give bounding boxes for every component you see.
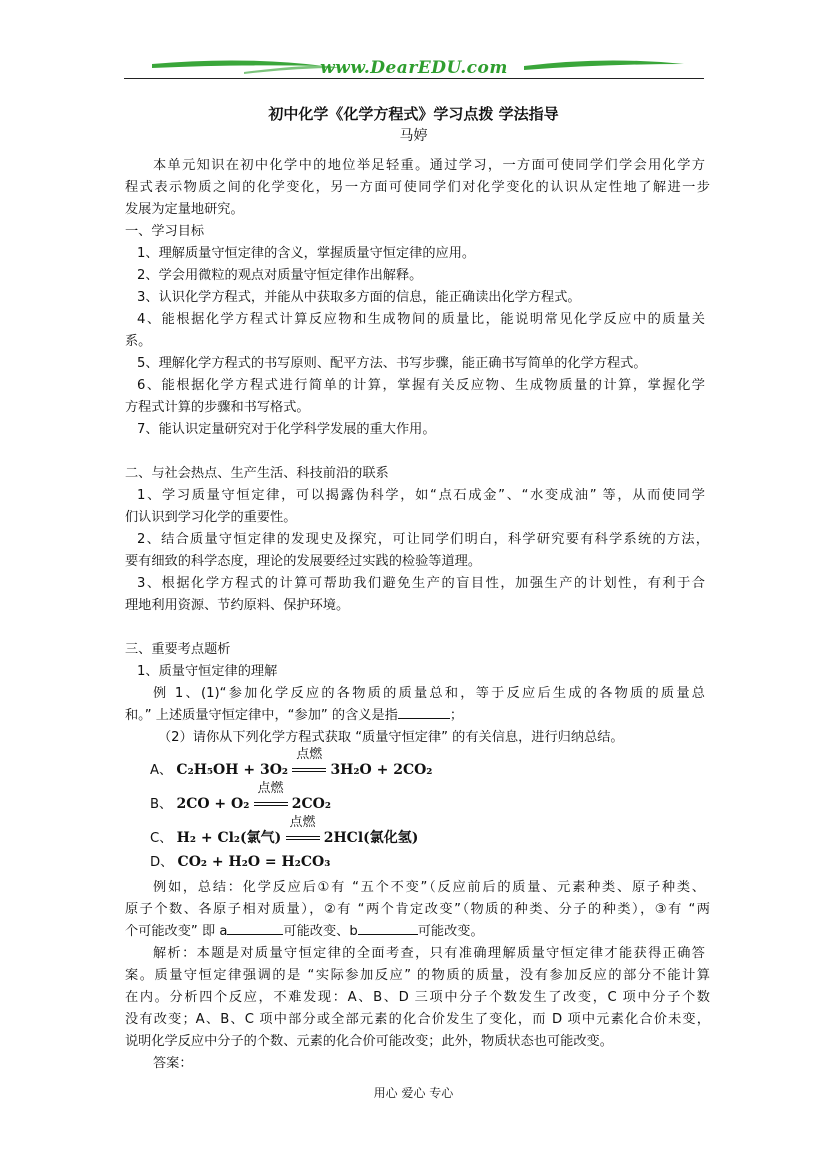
example-text-part: 和。” 上述质量守恒定律中，“参加” 的含义是指 bbox=[125, 708, 398, 723]
objective-item: 系。 bbox=[125, 334, 152, 349]
equation-d bbox=[150, 851, 735, 874]
example-text bbox=[125, 705, 710, 727]
summary-text bbox=[125, 921, 710, 943]
answer-blank-a bbox=[227, 922, 283, 935]
summary-text: 例如，总结：化学反应后①有 “五个不变”（反应前后的质量、元素种类、原子种类、 bbox=[153, 880, 705, 895]
section-heading: 三、重要考点题析 bbox=[125, 642, 231, 657]
intro-line: 发展为定量地研究。 bbox=[125, 202, 244, 217]
analysis-text: 说明化学反应中分子的个数、元素的化合价可能改变；此外，物质状态也可能改变。 bbox=[125, 1034, 613, 1049]
subsection-heading: 1、质量守恒定律的理解 bbox=[137, 664, 278, 679]
equation-a bbox=[150, 747, 735, 782]
analysis-text: 没有改变；A、B、C 项中部分或全部元素的化合价发生了变化，而 D 项中元素化合价未变， bbox=[125, 1012, 710, 1027]
answer-label: 答案： bbox=[153, 1056, 193, 1071]
reaction-condition bbox=[286, 815, 320, 850]
connection-item: 要有细致的科学态度，理论的发展要经过实践的检验等道理。 bbox=[125, 554, 482, 569]
example-text-part: ； bbox=[449, 708, 464, 723]
objective-item: 6、能根据化学方程式进行简单的计算，掌握有关反应物、生成物质量的计算，掌握化学 bbox=[137, 378, 705, 393]
header-divider bbox=[124, 78, 704, 79]
analysis-text: 在内。分析四个反应，不难发现：A、B、D 三项中分子个数发生了改变，C 项中分子个数 bbox=[125, 990, 710, 1005]
example-text: 例 1、(1)“参加化学反应的各物质的质量总和，等于反应后生成的各物质的质量总 bbox=[153, 686, 705, 701]
equation-lhs: C₂H₅OH + 3O₂ bbox=[176, 762, 289, 778]
option-label: D、 bbox=[150, 855, 174, 870]
objective-item: 方程式计算的步骤和书写格式。 bbox=[125, 400, 310, 415]
summary-part: 可能改变、b bbox=[283, 924, 358, 939]
objective-item: 5、理解化学方程式的书写原则、配平方法、书写步骤，能正确书写简单的化学方程式。 bbox=[137, 356, 647, 371]
reaction-condition bbox=[254, 781, 288, 816]
objective-item: 3、认识化学方程式，并能从中获取多方面的信息，能正确读出化学方程式。 bbox=[137, 290, 581, 305]
summary-part: 个可能改变” 即 a bbox=[125, 924, 228, 939]
site-url: www.DearEDU.com bbox=[320, 58, 508, 78]
equation-b bbox=[150, 781, 735, 816]
equation-rhs: 2CO₂ bbox=[291, 796, 331, 812]
section-heading: 一、学习目标 bbox=[125, 224, 205, 239]
equation-lhs: H₂ + Cl₂(氯气) bbox=[176, 830, 282, 846]
reaction-condition bbox=[292, 747, 326, 782]
section-heading: 二、与社会热点、生产生活、科技前沿的联系 bbox=[125, 466, 389, 481]
equation-rhs: 2HCl(氯化氢) bbox=[323, 830, 419, 846]
answer-blank-b bbox=[358, 922, 418, 935]
option-label: A、 bbox=[150, 763, 173, 778]
site-logo-banner bbox=[124, 52, 704, 92]
equation-text: CO₂ + H₂O = H₂CO₃ bbox=[177, 854, 331, 870]
condition-label: 点燃 bbox=[296, 747, 323, 762]
objective-item: 4、能根据化学方程式计算反应物和生成物间的质量比，能说明常见化学反应中的质量关 bbox=[137, 312, 705, 327]
connection-item: 们认识到学习化学的重要性。 bbox=[125, 510, 297, 525]
summary-part: 可能改变。 bbox=[417, 924, 484, 939]
objective-item: 2、学会用微粒的观点对质量守恒定律作出解释。 bbox=[137, 268, 423, 283]
objective-item: 7、能认识定量研究对于化学科学发展的重大作用。 bbox=[137, 422, 436, 437]
equation-c bbox=[150, 815, 735, 850]
intro-line: 程式表示物质之间的化学变化，另一方面可使同学们对化学变化的认识从定性地了解进一步 bbox=[125, 180, 710, 195]
condition-label: 点燃 bbox=[289, 815, 316, 830]
equation-lhs: 2CO + O₂ bbox=[176, 796, 250, 812]
equation-rhs: 3H₂O + 2CO₂ bbox=[330, 762, 433, 778]
document-author: 马婷 bbox=[399, 128, 428, 144]
connection-item: 理地利用资源、节约原料、保护环境。 bbox=[125, 598, 350, 613]
connection-item: 3、根据化学方程式的计算可帮助我们避免生产的盲目性，加强生产的计划性，有利于合 bbox=[137, 576, 705, 591]
option-label: B、 bbox=[150, 797, 173, 812]
summary-text: 原子个数、各原子相对质量），②有 “两个肯定改变”（物质的种类、分子的种类），③有 “两 bbox=[125, 902, 710, 917]
condition-label: 点燃 bbox=[257, 781, 284, 796]
connection-item: 1、学习质量守恒定律，可以揭露伪科学，如“点石成金”、“水变成油” 等，从而使同学 bbox=[137, 488, 705, 503]
objective-item: 1、理解质量守恒定律的含义，掌握质量守恒定律的应用。 bbox=[137, 246, 476, 261]
option-label: C、 bbox=[150, 831, 173, 846]
document-title: 初中化学《化学方程式》学习点拨 学法指导 bbox=[268, 105, 559, 123]
page-footer: 用心 爱心 专心 bbox=[373, 1086, 454, 1100]
connection-item: 2、结合质量守恒定律的发现史及探究，可让同学们明白，科学研究要有科学系统的方法， bbox=[137, 532, 709, 547]
answer-blank bbox=[398, 706, 450, 719]
intro-line: 本单元知识在初中化学中的地位举足轻重。通过学习，一方面可使同学们学会用化学方 bbox=[153, 158, 705, 173]
analysis-text: 解析：本题是对质量守恒定律的全面考查，只有准确理解质量守恒定律才能获得正确答 bbox=[153, 946, 705, 961]
analysis-text: 案。质量守恒定律强调的是 “实际参加反应” 的物质的质量，没有参加反应的部分不能计算 bbox=[125, 968, 710, 983]
example-question: （2）请你从下列化学方程式获取 “质量守恒定律” 的有关信息，进行归纳总结。 bbox=[158, 730, 624, 745]
